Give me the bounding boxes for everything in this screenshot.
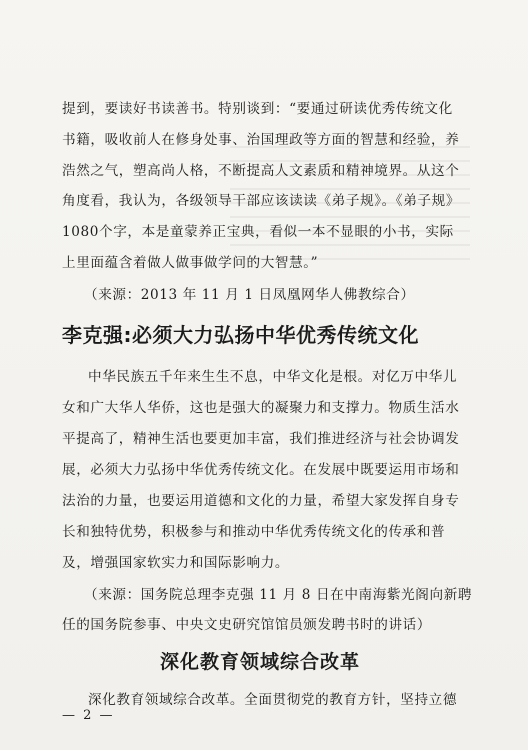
text-line: 书籍，吸收前人在修身处事、治国理政等方面的智慧和经验，养 [62, 132, 460, 148]
text-line: 浩然之气，塑高尚人格，不断提高人文素质和精神境界。从这个 [62, 163, 460, 179]
section-heading: 李克强:必须大力弘扬中华优秀传统文化 [62, 323, 419, 347]
section-heading: 深化教育领域综合改革 [160, 651, 361, 673]
text-line: 深化教育领域综合改革。全面贯彻党的教育方针，坚持立德 [88, 692, 458, 708]
text-line: 展，必须大力弘扬中华优秀传统文化。在发展中既要运用市场和 [62, 462, 460, 478]
source-note: 任的国务院参事、中央文史研究馆馆员颁发聘书时的讲话） [62, 617, 432, 633]
text-line: 平提高了，精神生活也要更加丰富，我们推进经济与社会协调发 [62, 431, 460, 447]
text-line: 提到，要读好书读善书。特别谈到：“要通过研读优秀传统文化 [62, 101, 453, 117]
text-line: 角度看，我认为，各级领导干部应该读读《弟子规》。《弟子规》 [62, 193, 461, 209]
text-line: 1080个字，本是童蒙养正宝典，看似一本不显眼的小书，实际 [62, 224, 454, 240]
source-note: （来源：2013 年 11 月 1 日凤凰网华人佛教综合） [84, 287, 415, 303]
text-line: 长和独特优势，积极参与和推动中华优秀传统文化的传承和普 [62, 524, 446, 540]
text-line: 女和广大华人华侨，这也是强大的凝聚力和支撑力。物质生活水 [62, 400, 460, 416]
text-line: 及，增强国家软实力和国际影响力。 [62, 555, 290, 571]
text-line: 中华民族五千年来生生不息，中华文化是根。对亿万中华儿 [88, 369, 458, 385]
text-line: 法治的力量，也要运用道德和文化的力量，希望大家发挥自身专 [62, 493, 460, 509]
page-number: — 2 — [62, 708, 115, 723]
source-note: （来源：国务院总理李克强 11 月 8 日在中南海紫光阁向新聘 [84, 587, 473, 603]
text-line: 上里面蕴含着做人做事做学问的大智慧。” [62, 255, 319, 271]
